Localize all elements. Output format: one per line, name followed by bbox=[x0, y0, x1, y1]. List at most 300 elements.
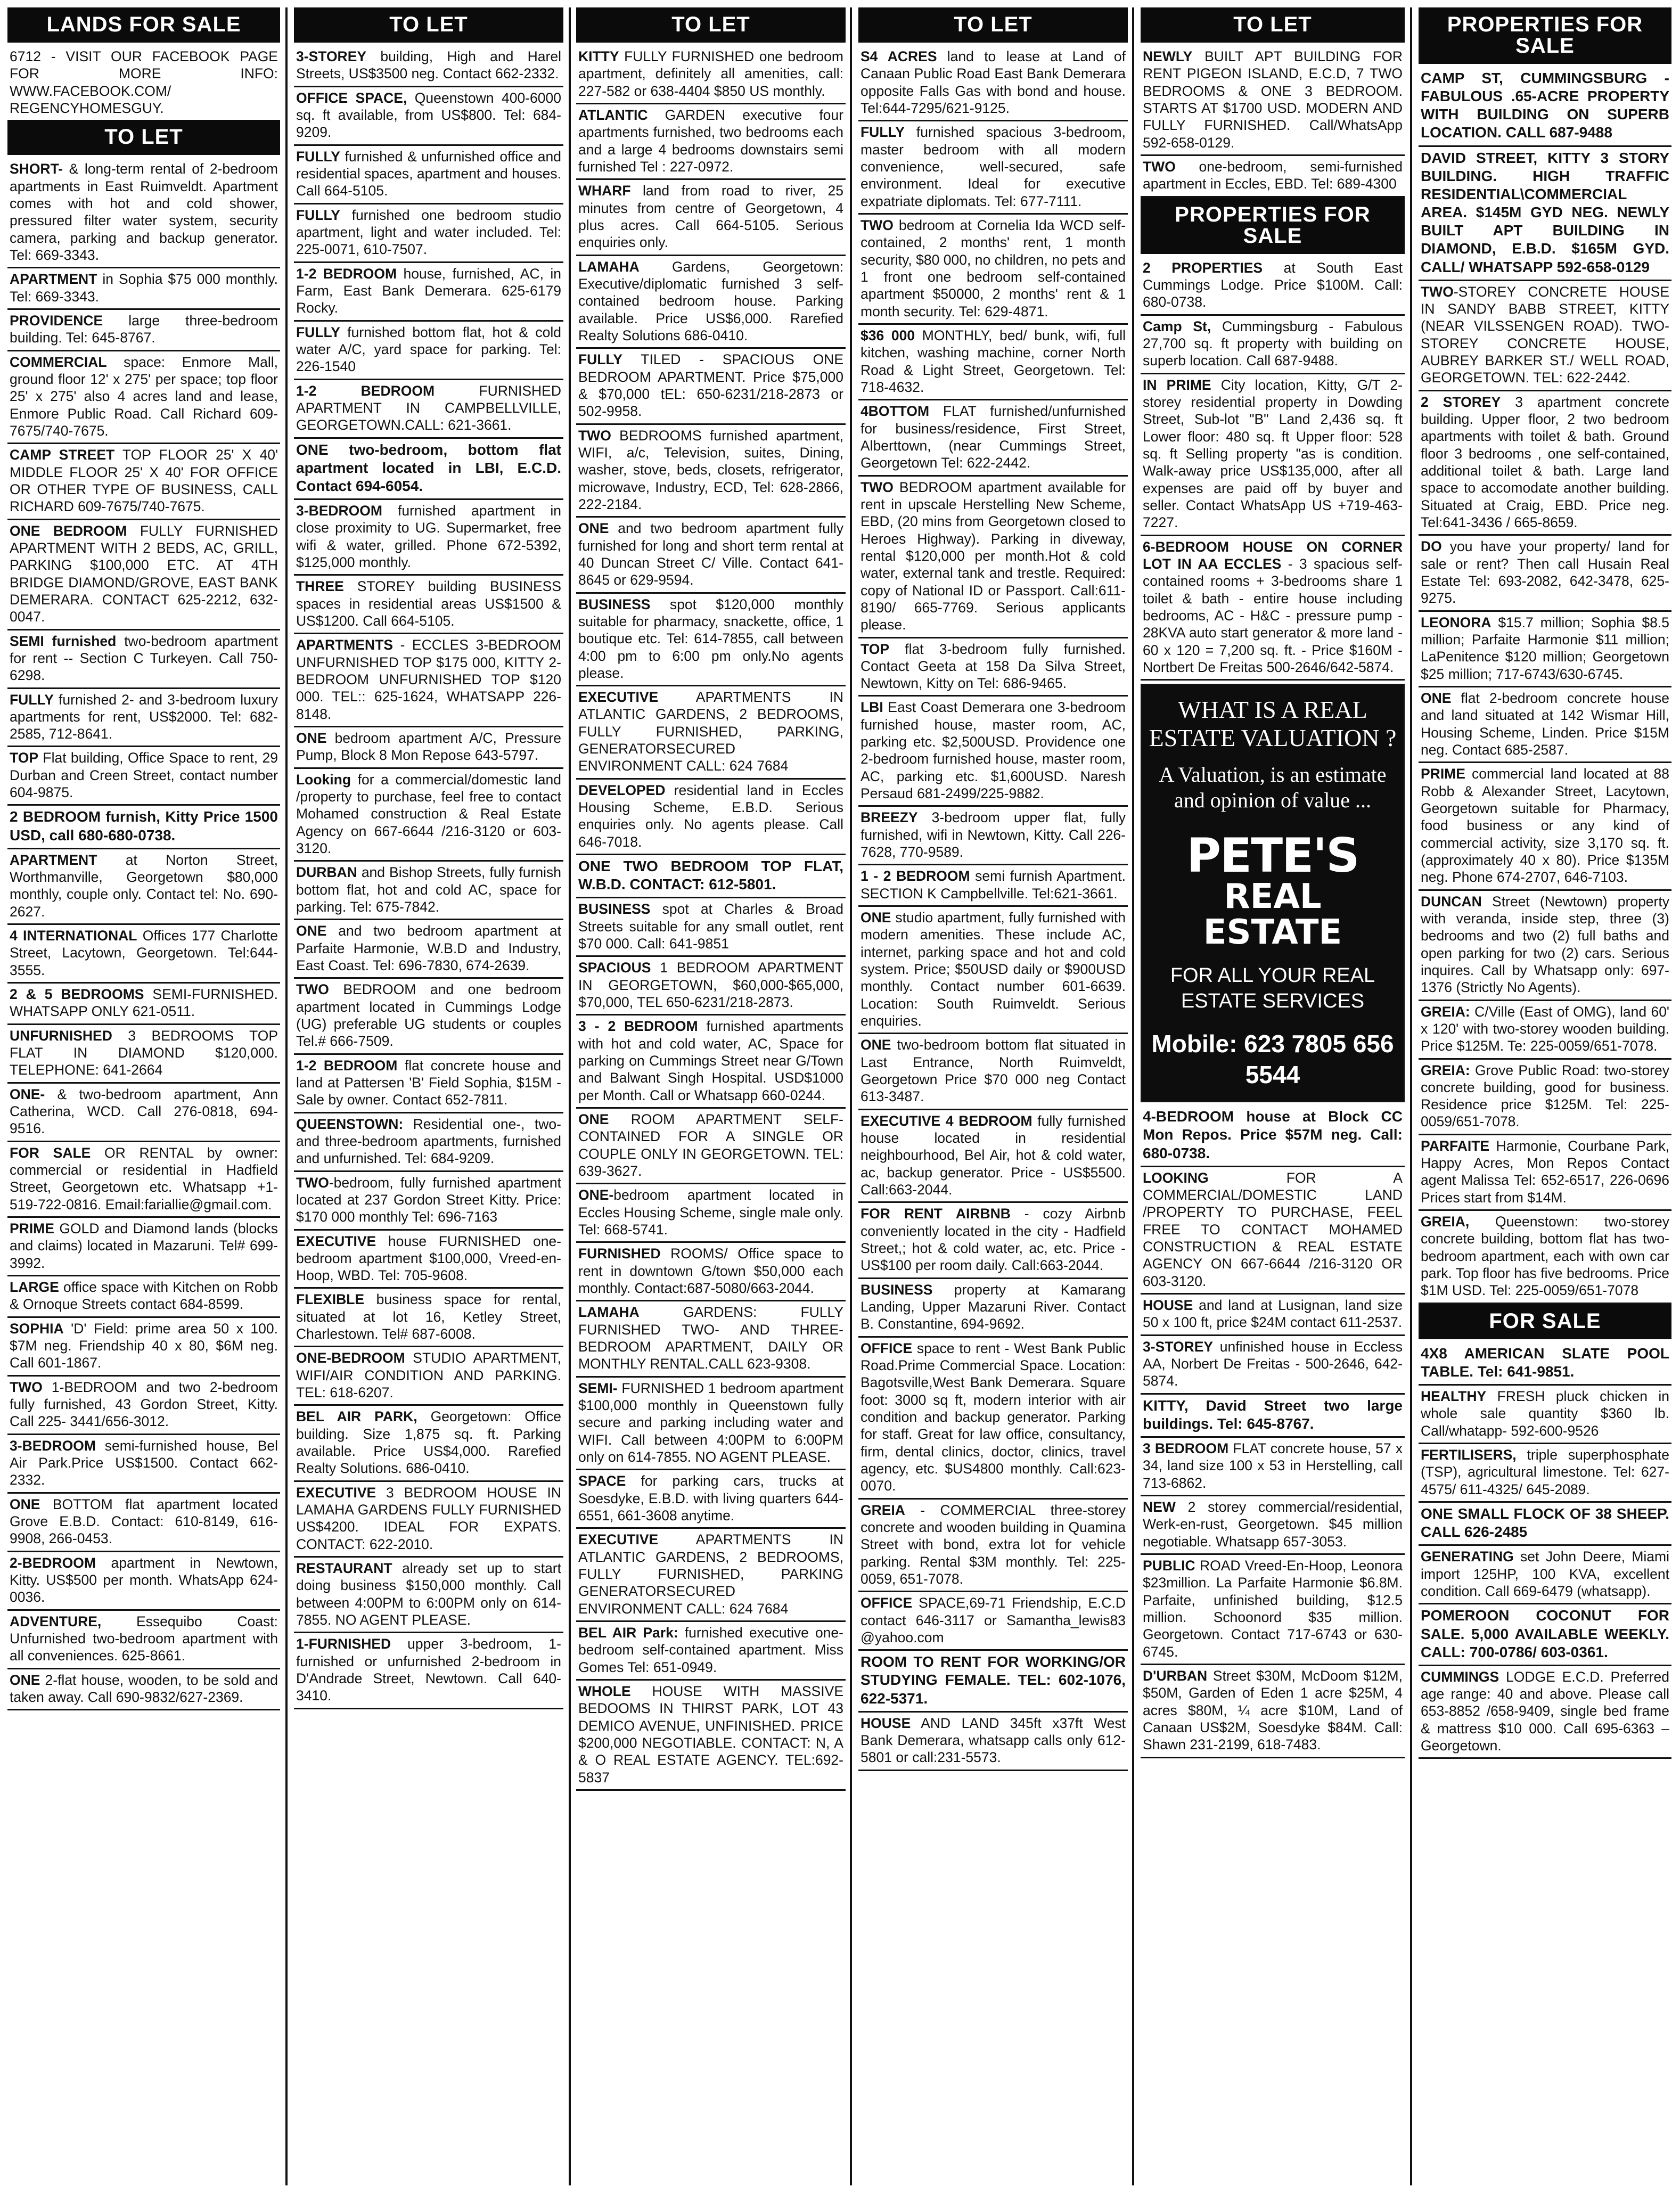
ad-keyword: FULLY bbox=[296, 207, 340, 223]
classified-ad bbox=[7, 1084, 280, 1142]
ad-keyword: ONE bbox=[861, 910, 891, 926]
column-divider bbox=[1410, 7, 1412, 2185]
classified-ad bbox=[576, 1243, 846, 1301]
petes-real-estate-promo bbox=[1141, 684, 1405, 1102]
ad-keyword: PROVIDENCE bbox=[10, 312, 103, 329]
ad-body: spot $120,000 monthly suitable for pharmacy, snackette, office, 1 boutique etc. Tel: 614-7855, call between 4:00 pm to 6:00 pm only.No agents please. bbox=[578, 596, 843, 681]
section-header-lands-for-sale: LANDS FOR SALE bbox=[7, 7, 280, 43]
ad-body: TILED - SPACIOUS ONE BEDROOM APARTMENT. Price $75,000 & $70,000 tEL: 650-6231/218-2873 or 502-9958. bbox=[578, 351, 843, 420]
classified-ad bbox=[7, 1669, 280, 1711]
ad-keyword: SOPHIA bbox=[10, 1320, 64, 1337]
classified-ad bbox=[294, 46, 563, 87]
classified-ad bbox=[7, 849, 280, 925]
classified-ad bbox=[858, 1500, 1128, 1593]
classified-ad bbox=[576, 1681, 846, 1791]
ad-body: house FURNISHED one-bedroom apartment $100,000, Vreed-en-Hoop, WBD. Tel: 705-9608. bbox=[296, 1233, 561, 1284]
classified-ad bbox=[1141, 156, 1405, 198]
classified-ad bbox=[576, 1622, 846, 1681]
column-6 bbox=[1419, 7, 1671, 2185]
classified-ad bbox=[1419, 1444, 1671, 1503]
ad-keyword: EXECUTIVE bbox=[296, 1233, 376, 1249]
ad-body: FOR A COMMERCIAL/DOMESTIC LAND /PROPERTY TO PURCHASE, FEEL FREE TO CONTACT MOHAMED CONSTRUCTION & REAL ESTATE AGENCY ON 667-6644 /216-3120 OR 603-3120. bbox=[1143, 1169, 1403, 1289]
classified-ad bbox=[576, 518, 846, 593]
ad-keyword: GREIA, bbox=[1421, 1214, 1470, 1230]
ad-body: STOREY building BUSINESS spaces in residential areas US$1500 & US$1200. Call 664-5105. bbox=[296, 578, 561, 629]
ad-body: you have your property/ land for sale or rent? Then call Husain Real Estate Tel: 693-2082, 642-3478, 625-9275. bbox=[1421, 538, 1669, 607]
ad-body: ROAD Vreed-En-Hoop, Leonora $23million. La Parfaite Harmonie $6.8M. Parfaite, unfinished building, $12.5 million. Schoonord $35 million. Georgetown. Contact 717-6743 or 630-6745. bbox=[1143, 1558, 1403, 1660]
classified-ad bbox=[576, 855, 846, 898]
classified-ad bbox=[1141, 1105, 1405, 1167]
ad-body: ROOM APARTMENT SELF-CONTAINED FOR A SINGLE OR COUPLE ONLY IN GEORGETOWN. TEL: 639-3627. bbox=[578, 1111, 843, 1180]
classified-ad bbox=[1141, 1395, 1405, 1438]
ad-keyword: TWO bbox=[296, 981, 329, 998]
ad-body: two-bedroom apartment for rent -- Section C Turkeyen. Call 750-6298. bbox=[10, 633, 278, 684]
ad-keyword: KITTY bbox=[578, 48, 619, 64]
classified-ad bbox=[1141, 536, 1405, 681]
ad-body: land to lease at Land of Canaan Public Road East Bank Demerara opposite Falls Gas with bond and house. Tel:644-7295/621-9125. bbox=[861, 48, 1126, 116]
ad-body: - COMMERCIAL three-storey concrete and wooden building in Quamina Street with bond, extra lot for vehicle parking. Rental $3M monthly. Tel: 225-0059, 651-7078. bbox=[861, 1502, 1126, 1587]
column-divider bbox=[569, 7, 571, 2185]
ad-body: unfinished house in Eccless AA, Norbert De Freitas - 500-2646, 642-5874. bbox=[1143, 1338, 1403, 1389]
promo-brand-subtitle: REAL ESTATE bbox=[1203, 877, 1342, 953]
classified-ad bbox=[294, 1482, 563, 1558]
column-1 bbox=[7, 7, 280, 2185]
classified-ad bbox=[294, 1055, 563, 1113]
ad-keyword: TWO bbox=[861, 217, 894, 233]
classified-ad bbox=[7, 351, 280, 445]
classifieds-page bbox=[7, 7, 1671, 2188]
section-header-to-let: TO LET bbox=[1141, 7, 1405, 43]
ad-keyword: APARTMENT bbox=[10, 851, 97, 868]
ad-body: HOUSE WITH MASSIVE BEDOOMS IN THIRST PARK, LOT 43 DEMICO AVENUE, UNFINISHED. PRICE $200,000 NEGOTIABLE. CONTACT: N, A & O REAL ESTATE AGENCY. TEL:692-5837 bbox=[578, 1683, 843, 1786]
ad-list bbox=[7, 158, 280, 1710]
ad-keyword: KITTY, David Street two large buildings. Tel: 645-8767. bbox=[1143, 1397, 1403, 1432]
classified-ad bbox=[858, 1592, 1128, 1651]
classified-ad bbox=[1141, 316, 1405, 374]
classified-ad bbox=[1419, 1666, 1671, 1759]
ad-keyword: ONE BEDROOM bbox=[10, 522, 127, 539]
ad-body: 2 storey commercial/residential, Werk-en-rust, Georgetown. $45 million negotiable. Whatsapp 657-3053. bbox=[1143, 1499, 1403, 1550]
classified-ad bbox=[1419, 1211, 1671, 1304]
ad-keyword: 1-FURNISHED bbox=[296, 1636, 391, 1652]
ad-keyword: PRIME bbox=[10, 1221, 54, 1237]
classified-ad bbox=[858, 1651, 1128, 1712]
ad-body: OR RENTAL by owner: commercial or residential in Hadfield Street, Georgetown etc. Whatsapp +1-519-722-0816. Email:fariallie@gmail.com. bbox=[10, 1144, 278, 1213]
ad-keyword: HOUSE bbox=[1143, 1297, 1193, 1314]
ad-body: SEMI-FURNISHED. WHATSAPP ONLY 621-0511. bbox=[10, 986, 278, 1020]
ad-body: flat 3-bedroom fully furnished. Contact Geeta at 158 Da Silva Street, Newtown, Kitty on Tel: 686-9465. bbox=[861, 641, 1126, 692]
ad-keyword: NEW bbox=[1143, 1499, 1176, 1516]
classified-ad bbox=[1419, 536, 1671, 611]
ad-keyword: ONE bbox=[578, 520, 609, 537]
section-header-properties-for-sale: PROPERTIES FOR SALE bbox=[1141, 198, 1405, 254]
section-header-to-let: TO LET bbox=[7, 120, 280, 155]
promo-question: WHAT IS A REAL ESTATE VALUATION ? bbox=[1149, 696, 1397, 752]
classified-ad bbox=[1419, 391, 1671, 536]
classified-ad bbox=[576, 957, 846, 1015]
classified-ad bbox=[7, 520, 280, 630]
ad-body: FURNISHED APARTMENT IN CAMPBELLVILLE, GEORGETOWN.CALL: 621-3661. bbox=[296, 382, 561, 433]
classified-ad bbox=[1419, 1503, 1671, 1546]
ad-keyword: ONE bbox=[578, 1111, 609, 1128]
classified-ad bbox=[294, 576, 563, 634]
ad-keyword: IN PRIME bbox=[1143, 376, 1211, 393]
ad-body: FLAT furnished/unfurnished for business/residence, First Street, Alberttown, (near Cummings Street, Georgetown Tel: 622-2442. bbox=[861, 403, 1126, 471]
ad-body: property at Kamarang Landing, Upper Mazaruni River. Contact B. Constantine, 694-9692. bbox=[861, 1281, 1126, 1332]
classified-ad bbox=[1141, 1167, 1405, 1295]
classified-ad bbox=[576, 256, 846, 349]
classified-ad bbox=[294, 1347, 563, 1406]
column-divider bbox=[285, 7, 288, 2185]
ad-body: Harmonie, Courbane Park, Happy Acres, Mon Repos Contact agent Malissa Tel: 652-6517, 226-0696 Prices start from $14M. bbox=[1421, 1137, 1669, 1206]
ad-keyword: HEALTHY bbox=[1421, 1388, 1487, 1405]
ad-body: and land at Lusignan, land size 50 x 100 ft, price $24M contact 611-2537. bbox=[1143, 1297, 1403, 1331]
classified-ad bbox=[858, 121, 1128, 215]
ad-keyword: LBI bbox=[861, 699, 883, 716]
ad-keyword: 1-2 BEDROOM bbox=[296, 382, 435, 399]
ad-body: semi-furnished house, Bel Air Park.Price US$1500. Contact 662-2332. bbox=[10, 1437, 278, 1488]
column-2 bbox=[294, 7, 563, 2185]
classified-ad bbox=[7, 689, 280, 748]
ad-list bbox=[1141, 46, 1405, 198]
classified-ad bbox=[1419, 281, 1671, 391]
classified-ad bbox=[576, 1184, 846, 1243]
ad-body: FULLY FURNISHED one bedroom apartment, definitely all amenities, call: 227-582 or 638-4404 $850 US monthly. bbox=[578, 48, 843, 99]
classified-ad bbox=[7, 925, 280, 984]
ad-body: FLAT concrete house, 57 x 34, land size 100 x 53 in Herstelling, call 713-6862. bbox=[1143, 1440, 1403, 1491]
classified-ad bbox=[1419, 1060, 1671, 1135]
classified-ad bbox=[576, 349, 846, 424]
classified-ad bbox=[858, 400, 1128, 476]
ad-list bbox=[1141, 1105, 1405, 1758]
classified-ad bbox=[294, 263, 563, 322]
ad-body: bedroom apartment located in Eccles Housing Scheme, single male only. Tel: 668-5741. bbox=[578, 1187, 843, 1238]
ad-body: Gardens, Georgetown: Executive/diplomatic furnished 3 self-contained bedroom house. Parking available. Price US$6,000. Rarefied Realty Solutions 686-0410. bbox=[578, 258, 843, 343]
ad-body: furnished apartment in close proximity to UG. Supermarket, free wifi & water, grilled. Phone 672-5392, $125,000 monthly. bbox=[296, 503, 561, 571]
classified-ad bbox=[858, 697, 1128, 807]
classified-ad bbox=[1419, 1546, 1671, 1604]
ad-keyword: COMMERCIAL bbox=[10, 354, 107, 370]
classified-ad bbox=[294, 1406, 563, 1481]
ad-keyword: FULLY bbox=[296, 324, 340, 340]
ad-keyword: BREEZY bbox=[861, 809, 918, 826]
classified-ad bbox=[294, 1231, 563, 1289]
ad-body: 3-bedroom upper flat, fully furnished, wifi in Newtown, Kitty. Call 226-7628, 770-9589. bbox=[861, 809, 1126, 861]
ad-keyword: TWO bbox=[861, 479, 894, 495]
promo-definition: A Valuation, is an estimate and opinion of value ... bbox=[1159, 762, 1387, 812]
classified-ad bbox=[576, 594, 846, 687]
ad-keyword: BEL AIR PARK, bbox=[296, 1408, 417, 1425]
classified-ad bbox=[576, 1015, 846, 1109]
classified-ad bbox=[7, 1318, 280, 1377]
ad-body: GARDEN executive four apartments furnished, two bedrooms each and a large 4 bedrooms downstairs semi furnished Tel : 227-0972. bbox=[578, 107, 843, 175]
classified-ad bbox=[858, 215, 1128, 325]
ad-body: space: Enmore Mall, ground floor 12' x 275' per space; top floor 25' x 275' also 4 acres land and lease, Enmore Public Road. Call Richard 609-7675/740-7675. bbox=[10, 354, 278, 439]
ad-body: BOTTOM flat apartment located Grove E.B.D. Contact: 610-8149, 616-9908, 266-0453. bbox=[10, 1496, 278, 1547]
ad-keyword: 3 BEDROOM bbox=[1143, 1440, 1229, 1457]
ad-body: two-bedroom bottom flat situated in Last Entrance, North Ruimveldt, Georgetown Price $70 000 neg Contact 613-3487. bbox=[861, 1037, 1126, 1105]
classified-ad bbox=[294, 979, 563, 1054]
ad-keyword: 6-BEDROOM HOUSE ON CORNER LOT IN AA ECCLES bbox=[1143, 538, 1403, 572]
ad-keyword: TWO bbox=[296, 1174, 329, 1191]
ad-body: BEDROOM apartment available for rent in upscale Herstelling New Scheme, EBD, (20 mins from Georgetown closed to Heroes Highway). Parking in diveway, rental $120,000 per month.Hot & cold water, external tank and trestle. Required: copy of National ID or Passport. Call:611-8190/ 665-7769. Serious applicants please. bbox=[861, 479, 1126, 633]
ad-body: fully furnished house located in residential neighbourhood, Bel Air, hot & cold water, ac, backup generator. Price - US$5500. Call:663-2044. bbox=[861, 1112, 1126, 1198]
ad-body: in Sophia $75 000 monthly. Tel: 669-3343. bbox=[10, 271, 278, 305]
ad-body: Queenstown: two-storey concrete building, bottom flat has two-bedroom apartment, each with own car park. Top floor has five bedrooms. Price $1M USD. Tel: 225-0059/651-7078 bbox=[1421, 1214, 1669, 1299]
ad-body: FURNISHED 1 bedroom apartment $100,000 monthly in Queenstown fully secure and parking including water and WIFI. Call between 4:00PM to 6:00PM only on 614-7855. NO AGENT PLEASE. bbox=[578, 1380, 843, 1465]
ad-body: C/Ville (East of OMG), land 60' x 120' with two-storey wooden building. Price $125M. Te: 225-0059/651-7078. bbox=[1421, 1003, 1669, 1054]
classified-ad bbox=[294, 1172, 563, 1231]
ad-keyword: OFFICE bbox=[861, 1340, 913, 1356]
ad-keyword: TWO bbox=[10, 1379, 43, 1395]
classified-ad bbox=[576, 1301, 846, 1377]
ad-body: APARTMENTS IN ATLANTIC GARDENS, 2 BEDROOMS, FULLY FURNISHED, PARKING, GENERATORSECURED ENVIRONMENT CALL: 624 7684 bbox=[578, 689, 843, 774]
ad-body: FULLY FURNISHED APARTMENT WITH 2 BEDS, AC, GRILL, PARKING $100,000 ETC. AT 4TH BRIDGE DIAMOND/GROVE, EAST BANK DEMERARA. CONTACT 625-2212, 632-0047. bbox=[10, 522, 278, 625]
ad-keyword: EXECUTIVE bbox=[578, 689, 659, 706]
ad-body: upper 3-bedroom, 1-furnished or unfurnished 2-bedroom in D'Andrade Street, Newtown. Call 640-3410. bbox=[296, 1636, 561, 1704]
ad-body: studio apartment, fully furnished with modern amenities. These include AC, internet, parking space and hot and cold system. Price; $50USD daily or $900USD monthly. Contact number 601-6639. Location: South Ruimveldt. Serious enquiries. bbox=[861, 910, 1126, 1029]
ad-body: & two-bedroom apartment, Ann Catherina, WCD. Call 276-0818, 694-9516. bbox=[10, 1086, 278, 1137]
ad-keyword: GREIA: bbox=[1421, 1003, 1470, 1020]
ad-keyword: OFFICE bbox=[861, 1595, 913, 1611]
section-header-to-let: TO LET bbox=[294, 7, 563, 43]
ad-keyword: LAMAHA bbox=[578, 258, 640, 275]
ad-body: -STOREY CONCRETE HOUSE IN SANDY BABB STREET, KITTY (NEAR VILSSENGEN ROAD). TWO-STOREY CONCRETE HOUSE, AUBREY BARKER ST./ WELL ROAD, GEORGETOWN. TEL: 622-2442. bbox=[1421, 283, 1669, 386]
ad-keyword: APARTMENT bbox=[10, 271, 97, 288]
ad-body: furnished 2- and 3-bedroom luxury apartments for rent, US$2000. Tel: 682-2585, 712-8641. bbox=[10, 691, 278, 742]
classified-ad bbox=[7, 1218, 280, 1276]
column-divider bbox=[1132, 7, 1134, 2185]
ad-body: house, furnished, AC, in Farm, East Bank Demerara. 625-6179 Rocky. bbox=[296, 265, 561, 316]
classified-ad bbox=[858, 865, 1128, 907]
classified-ad bbox=[858, 477, 1128, 638]
ad-keyword: PUBLIC bbox=[1143, 1558, 1195, 1574]
classified-ad bbox=[1141, 1496, 1405, 1555]
ad-body: land from road to river, 25 minutes from centre of Georgetown, 4 plus acres. Call 664-5105. Serious enquiries only. bbox=[578, 183, 843, 251]
ad-body: bedroom at Cornelia Ida WCD self-contained, 2 months' rent, 1 month security, $80 000, no children, no pets and 1 front one bedroom self-contained apartment $50000, 2 months' rent & 1 month security. Tel: 629-4871. bbox=[861, 217, 1126, 320]
ad-body: & long-term rental of 2-bedroom apartments in East Ruimveldt. Apartment comes with hot and cold shower, pressured filter water system, security camera, parking and backup generator. Tel: 669-3343. bbox=[10, 161, 278, 263]
ad-body: already set up to start doing business $150,000 monthly. Call between 4:00PM to 6:00PM only on 614-7855. NO AGENT PLEASE. bbox=[296, 1560, 561, 1628]
ad-keyword: 4-BEDROOM house at Block CC Mon Repos. Price $57M neg. Call: 680-0738. bbox=[1143, 1108, 1403, 1161]
ad-keyword: ONE bbox=[861, 1037, 891, 1053]
ad-body: Georgetown: Office building. Size 1,875 sq. ft. Parking available. Price US$4,000. Rarefied Realty Solutions. 686-0410. bbox=[296, 1408, 562, 1477]
classified-ad bbox=[1141, 374, 1405, 536]
ad-keyword: THREE bbox=[296, 578, 344, 595]
classified-ad bbox=[294, 920, 563, 979]
classified-ad bbox=[858, 638, 1128, 697]
classified-ad bbox=[1419, 687, 1671, 763]
ad-keyword: BUSINESS bbox=[578, 596, 651, 612]
ad-body: MONTHLY, bed/ bunk, wifi, full kitchen, washing machine, corner North Road & Light Street, Georgetown. Tel: 718-4632. bbox=[861, 327, 1126, 395]
ad-keyword: ONE TWO BEDROOM TOP FLAT, W.B.D. CONTACT: 612-5801. bbox=[578, 858, 843, 893]
ad-body: GOLD and Diamond lands (blocks and claims) located in Mazaruni. Tel# 699-3992. bbox=[10, 1221, 278, 1271]
ad-keyword: $36 000 bbox=[861, 327, 915, 343]
ad-body: BEDROOM and one bedroom apartment located in Cummings Lodge (UG) preferable UG students or couples Tel.# 666-7509. bbox=[296, 981, 561, 1050]
ad-keyword: ONE bbox=[10, 1672, 40, 1688]
ad-keyword: 3-BEDROOM bbox=[10, 1437, 96, 1454]
classified-ad bbox=[858, 1713, 1128, 1771]
ad-keyword: ATLANTIC bbox=[578, 107, 648, 123]
ad-body: Offices 177 Charlotte Street, Lacytown, Georgetown. Tel:644-3555. bbox=[10, 928, 278, 978]
ad-keyword: SHORT- bbox=[10, 161, 63, 177]
ad-keyword: BUSINESS bbox=[861, 1281, 933, 1298]
ad-keyword: S4 ACRES bbox=[861, 48, 937, 64]
classified-ad bbox=[1419, 1342, 1671, 1386]
ad-keyword: BEL AIR Park: bbox=[578, 1624, 678, 1641]
classified-ad bbox=[576, 180, 846, 256]
classified-ad bbox=[294, 380, 563, 439]
promo-brand-logo: PETE'S bbox=[1186, 828, 1359, 883]
ad-body: 1 BEDROOM APARTMENT IN GEORGETOWN, $60,000-$65,000, $70,000, TEL 650-6231/218-2873. bbox=[578, 960, 843, 1011]
ad-keyword: GREIA bbox=[861, 1502, 905, 1518]
classified-ad bbox=[7, 1611, 280, 1669]
ad-body: flat 2-bedroom concrete house and land situated at 142 Wismar Hill, Housing Scheme, Linden. Price $15M neg. Contact 685-2587. bbox=[1421, 690, 1669, 758]
classified-ad bbox=[294, 1113, 563, 1172]
ad-list bbox=[294, 46, 563, 1709]
ad-body: - 3 spacious self-contained rooms + 3-bedrooms share 1 toilet & bath - entire house including bedrooms, AC - H&C - pressure pump - 28KVA auto start generator & more land - 60 x 120 = 7,200 sq. ft. - Price $160M - Nortbert De Freitas 500-2646/642-5874. bbox=[1143, 555, 1403, 675]
classified-ad bbox=[7, 1552, 280, 1611]
classified-ad bbox=[294, 634, 563, 727]
ad-body: TOP FLOOR 25' X 40' MIDDLE FLOOR 25' X 40' FOR OFFICE OR OTHER TYPE OF BUSINESS, CALL RICHARD 609-7675/740-7675. bbox=[10, 447, 278, 515]
ad-keyword: 3-STOREY bbox=[296, 48, 367, 64]
classified-ad bbox=[7, 1494, 280, 1552]
ad-keyword: LARGE bbox=[10, 1279, 59, 1295]
ad-keyword: 3 - 2 BEDROOM bbox=[578, 1018, 698, 1035]
ad-body: set John Deere, Miami import 125HP, 100 KVA, excellent condition. Call 669-6479 (whatsapp). bbox=[1421, 1549, 1669, 1600]
classified-ad bbox=[576, 425, 846, 518]
ad-body: large three-bedroom building. Tel: 645-8767. bbox=[10, 312, 278, 346]
ad-keyword: LOOKING bbox=[1143, 1169, 1209, 1186]
ad-body: at Norton Street, Worthmanville, Georgetown $80,000 monthly, couple only. Contact tel: No. 690-2627. bbox=[10, 851, 278, 920]
ad-keyword: CUMMINGS bbox=[1421, 1668, 1499, 1685]
classified-ad bbox=[1419, 1135, 1671, 1211]
classified-ad bbox=[7, 630, 280, 689]
ad-body: GARDENS: FULLY FURNISHED TWO- AND THREE-BEDROOM APARTMENT, DAILY OR MONTHLY RENTAL.CALL 623-9308. bbox=[578, 1304, 843, 1372]
ad-keyword: FULLY bbox=[578, 351, 622, 368]
ad-keyword: PRIME bbox=[1421, 766, 1465, 782]
column-5 bbox=[1141, 7, 1405, 2185]
ad-keyword: ONE- bbox=[578, 1187, 614, 1203]
ad-keyword: QUEENSTOWN: bbox=[296, 1116, 404, 1132]
classified-ad bbox=[1419, 67, 1671, 147]
ad-keyword: Looking bbox=[296, 771, 351, 788]
ad-keyword: FULLY bbox=[10, 691, 54, 708]
ad-keyword: TWO bbox=[578, 427, 611, 444]
ad-keyword: ONE-BEDROOM bbox=[296, 1350, 405, 1366]
ad-keyword: WHARF bbox=[578, 183, 631, 199]
classified-ad bbox=[1141, 1336, 1405, 1395]
classified-ad bbox=[858, 46, 1128, 121]
section-header-properties-for-sale: PROPERTIES FOR SALE bbox=[1419, 7, 1671, 64]
ad-keyword: TOP bbox=[10, 750, 38, 766]
ad-body: AND LAND 345ft x37ft West Bank Demerara, whatsapp calls only 612-5801 or call:231-5573. bbox=[861, 1715, 1126, 1766]
ad-keyword: WHOLE bbox=[578, 1683, 631, 1699]
ad-body: FRESH pluck chicken in whole sale quantity $360 lb. Call/whatapp- 592-600-9526 bbox=[1421, 1388, 1669, 1439]
ad-keyword: FULLY bbox=[296, 148, 340, 165]
classified-ad bbox=[294, 500, 563, 576]
ad-body: LODGE E.C.D. Preferred age range: 40 and above. Please call 653-8852 /658-9409, single bed frame & mattress $10 000. Call 695-6363 – Georgetown. bbox=[1421, 1668, 1669, 1754]
ad-keyword: GENERATING bbox=[1421, 1549, 1514, 1565]
ad-keyword: 4 INTERNATIONAL bbox=[10, 928, 137, 944]
ad-body: commercial land located at 88 Robb & Alexander Street, Lacytown, Georgetown suitable for Pharmacy, food business or any kind of commercial activity, size 3,170 sq. ft. (approximately 40 x 80). Price $135M neg. Phone 674-2707, 646-7103. bbox=[1421, 766, 1669, 886]
ad-body: furnished executive one-bedroom self-contained apartment. Miss Gomes Tel: 651-0949. bbox=[578, 1624, 843, 1675]
ad-body: 2-flat house, wooden, to be sold and taken away. Call 690-9832/627-2369. bbox=[10, 1672, 278, 1705]
ad-keyword: 3-BEDROOM bbox=[296, 503, 382, 519]
ad-keyword: TOP bbox=[861, 641, 889, 657]
column-3 bbox=[576, 7, 846, 2185]
ad-body: furnished bottom flat, hot & cold water A/C, yard space for parking. Tel: 226-1540 bbox=[296, 324, 561, 375]
ad-keyword: FOR SALE bbox=[10, 1144, 91, 1161]
ad-keyword: FULLY bbox=[861, 124, 905, 141]
classified-ad bbox=[7, 158, 280, 268]
section-header-to-let: TO LET bbox=[858, 7, 1128, 43]
ad-keyword: SEMI- bbox=[578, 1380, 618, 1396]
ad-keyword: 1-2 BEDROOM bbox=[296, 1057, 398, 1074]
classified-ad bbox=[7, 1276, 280, 1318]
classified-ad bbox=[858, 1279, 1128, 1338]
ad-body: flat concrete house and land at Pattersen 'B' Field Sophia, $15M - Sale by owner. Contact 652-7811. bbox=[296, 1057, 562, 1108]
ad-body: business space for rental, situated at lot 16, Ketley Street, Charlestown. Tel# 687-6008. bbox=[296, 1291, 561, 1342]
ad-keyword: FOR RENT AIRBNB bbox=[861, 1206, 1011, 1222]
ad-keyword: UNFURNISHED bbox=[10, 1027, 112, 1044]
classified-ad bbox=[858, 1110, 1128, 1203]
ad-body: Queenstown 400-6000 sq. ft available, from US$800. Tel: 684-9209. bbox=[296, 89, 561, 141]
ad-body: one-bedroom, semi-furnished apartment in Eccles, EBD. Tel: 689-4300 bbox=[1143, 158, 1403, 192]
ad-body: for parking cars, trucks at Soesdyke, E.B.D. with living quarters 644-6551, 661-3608 anytime. bbox=[578, 1473, 843, 1524]
ad-keyword: POMEROON COCONUT FOR SALE. 5,000 AVAILABLE WEEKLY. CALL: 700-0786/ 603-0361. bbox=[1421, 1607, 1669, 1660]
classified-ad bbox=[294, 87, 563, 146]
ad-body: for a commercial/domestic land /property to purchase, feel free to contact Mohamed construction & Real Estate Agency on 667-6644 /216-3120 or 603-3120. bbox=[296, 771, 561, 856]
classified-ad bbox=[858, 1034, 1128, 1110]
classified-ad bbox=[294, 862, 563, 920]
ad-body: 'D' Field: prime area 50 x 100. $7M neg. Friendship 40 x 80, $6M neg. Call 601-1867. bbox=[10, 1320, 278, 1371]
classified-ad bbox=[1141, 1295, 1405, 1336]
ad-body: - cozy Airbnb conveniently located in the city - Hadfield Street,; hot & cold water, ac, etc. Price - US$100 per room daily. Call:663-2044. bbox=[861, 1206, 1126, 1274]
ad-body: Street (Newtown) property with veranda, inside step, three (3) bedrooms and two (2) full baths and open parking for two (2) cars. Serious inquires. Call by Whatsapp only: 697-1376 (Strictly No Agents). bbox=[1421, 893, 1669, 996]
ad-body: semi furnish Apartment. SECTION K Campbellville. Tel:621-3661. bbox=[861, 868, 1126, 902]
classified-ad bbox=[294, 727, 563, 769]
ad-keyword: DEVELOPED bbox=[578, 782, 666, 798]
ad-body: space to rent - West Bank Public Road.Prime Commercial Space. Location: Bagotsville,West Bank Demerara. Square foot: 3000 sq ft, modern interior with air condition and backup generator. Parking for staff. Great for law office, consultancy, firm, dental clinics, doctor, clinics, travel agency, etc. $US4800 monthly. Call:623-0070. bbox=[861, 1340, 1126, 1494]
classified-ad bbox=[858, 325, 1128, 400]
ad-keyword: 1-2 BEDROOM bbox=[296, 265, 397, 282]
ad-body: furnished apartments with hot and cold water, AC, Space for parking on Cummings Street near G/Town and Balwant Singh Hospital. USD$1000 per Month. Call or Whatsapp 660-0244. bbox=[578, 1018, 843, 1103]
ad-keyword: 2 BEDROOM furnish, bbox=[10, 808, 161, 825]
ad-keyword: GREIA: bbox=[1421, 1062, 1470, 1078]
classified-ad bbox=[576, 104, 846, 180]
column-divider bbox=[850, 7, 852, 2185]
ad-keyword: PARFAITE bbox=[1421, 1137, 1490, 1154]
classified-ad bbox=[576, 1109, 846, 1184]
ad-body: STUDIO APARTMENT, WIFI/AIR CONDITION AND PARKING. TEL: 618-6207. bbox=[296, 1350, 561, 1401]
classified-ad bbox=[294, 1633, 563, 1709]
ad-keyword: DURBAN bbox=[296, 864, 357, 881]
classified-ad bbox=[858, 807, 1128, 865]
ad-keyword: SPACE bbox=[578, 1473, 626, 1489]
ad-keyword: EXECUTIVE 4 BEDROOM bbox=[861, 1112, 1032, 1129]
ad-keyword: DO bbox=[1421, 538, 1442, 555]
classified-ad bbox=[7, 1435, 280, 1494]
ad-keyword: TWO bbox=[1143, 158, 1176, 175]
ad-body: apartment in Newtown, Kitty. US$500 per month. WhatsApp 624-0036. bbox=[10, 1554, 278, 1606]
ad-keyword: DUNCAN bbox=[1421, 893, 1482, 910]
ad-keyword: CAMP STREET bbox=[10, 447, 115, 463]
ad-keyword: SEMI furnished bbox=[10, 633, 117, 649]
ad-body: Essequibo Coast: Unfurnished two-bedroom apartment with all conveniences. 625-8661. bbox=[10, 1613, 278, 1664]
ad-body: 1-BEDROOM and two 2-bedroom fully furnished, 43 Gordon Street, Kitty. Call 225- 3441/656-3012. bbox=[10, 1379, 278, 1430]
ad-body: Cummingsburg - Fabulous 27,700 sq. ft property with building on superb location. Call 687-9488. bbox=[1143, 318, 1403, 369]
ad-keyword: APARTMENTS bbox=[296, 637, 394, 653]
